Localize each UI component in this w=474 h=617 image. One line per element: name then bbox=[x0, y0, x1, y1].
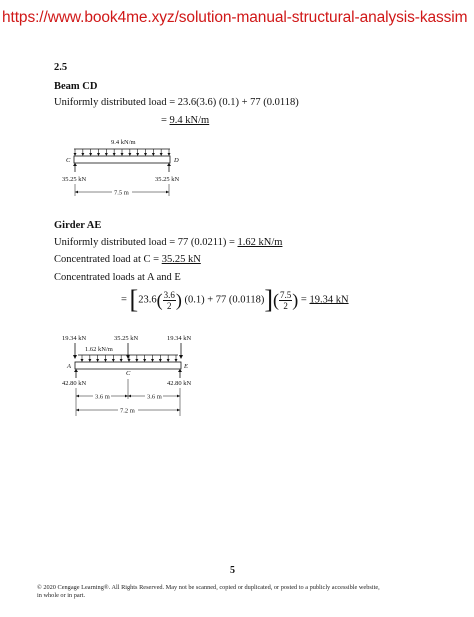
load-arrowhead bbox=[104, 359, 107, 362]
beam-cd-udl-line: Uniformly distributed load = 23.6(3.6) (0.1) + 77 (0.0118) bbox=[54, 97, 299, 108]
girder-member bbox=[75, 362, 181, 369]
girder-ae-conc-c-prefix: Concentrated load at C = bbox=[54, 254, 162, 265]
girder-ae-udl-prefix: Uniformly distributed load = 77 (0.0211) = bbox=[54, 237, 238, 248]
eq-frac1-den: 2 bbox=[166, 300, 172, 311]
girder-node-a: A bbox=[67, 363, 71, 370]
girder-load-mid: 35.25 kN bbox=[114, 335, 139, 342]
girder-reaction-left: 42.80 kN bbox=[62, 380, 87, 387]
eq-frac2-num: 7.5 bbox=[280, 289, 292, 300]
load-arrowhead bbox=[96, 359, 99, 362]
girder-span-right: 3.6 m bbox=[147, 393, 162, 401]
load-arrowhead bbox=[88, 359, 91, 362]
beam-cd-reaction-right: 35.25 kN bbox=[155, 176, 180, 183]
beam-cd-udl-result: 9.4 kN/m bbox=[169, 115, 210, 126]
eq-frac2-den: 2 bbox=[283, 300, 288, 311]
eq-part-b: (0.1) + 77 (0.0118) bbox=[184, 294, 265, 306]
beam-cd-span-label: 7.5 m bbox=[114, 189, 129, 197]
eq-bracket-open: [ bbox=[129, 285, 139, 314]
beam-cd-node-c: C bbox=[66, 157, 71, 164]
header-url[interactable]: https://www.book4me.xyz/solution-manual-structural-analysis-kassim bbox=[2, 9, 468, 26]
eq-bracket-close: ] bbox=[264, 285, 274, 314]
eq-result: 19.34 kN bbox=[309, 294, 349, 306]
eq-paren-open-2: ( bbox=[273, 290, 280, 310]
load-arrowhead bbox=[128, 359, 131, 362]
girder-ae-conc-c-result: 35.25 kN bbox=[161, 254, 201, 265]
eq-paren-close: ) bbox=[175, 290, 182, 310]
eq-paren-close-2: ) bbox=[292, 290, 299, 310]
eq-part-a: 23.6 bbox=[138, 294, 157, 306]
beam-cd-reaction-left: 35.25 kN bbox=[62, 176, 87, 183]
section-number: 2.5 bbox=[54, 62, 68, 73]
girder-node-c: C bbox=[126, 370, 131, 377]
beam-cd-node-d: D bbox=[174, 157, 179, 164]
girder-ae-conc-ae-line: Concentrated loads at A and E bbox=[54, 272, 181, 283]
eq-prefix: = bbox=[161, 115, 170, 126]
girder-node-e: E bbox=[184, 363, 188, 370]
girder-span-total: 7.2 m bbox=[120, 407, 135, 415]
load-arrowhead bbox=[112, 359, 115, 362]
load-arrowhead bbox=[151, 359, 154, 362]
girder-load-left: 19.34 kN bbox=[62, 335, 87, 342]
copyright-footer bbox=[37, 584, 447, 600]
load-arrowhead bbox=[81, 359, 84, 362]
girder-ae-title: Girder AE bbox=[54, 220, 102, 231]
girder-reaction-right: 42.80 kN bbox=[167, 380, 192, 387]
load-arrowhead bbox=[120, 359, 123, 362]
footer-line-1: © 2020 Cengage Learning®. All Rights Reserved. May not be scanned, copied or duplicated, or posted to a publicly accessible website, bbox=[37, 584, 380, 591]
load-arrowhead bbox=[143, 359, 146, 362]
load-arrowhead bbox=[167, 359, 170, 362]
girder-udl-arrows bbox=[81, 355, 178, 362]
eq-sign-2: = bbox=[300, 294, 307, 306]
girder-udl-label: 1.62 kN/m bbox=[85, 346, 113, 353]
girder-ae-udl-result: 1.62 kN/m bbox=[237, 237, 283, 248]
load-arrowhead bbox=[175, 359, 178, 362]
girder-span-left: 3.6 m bbox=[95, 393, 110, 401]
beam-cd-title: Beam CD bbox=[54, 81, 98, 92]
eq-frac1-num: 3.6 bbox=[163, 289, 175, 300]
beam-cd-load-label: 9.4 kN/m bbox=[111, 139, 136, 146]
girder-load-right: 19.34 kN bbox=[167, 335, 192, 342]
footer-line-2: in whole or in part. bbox=[37, 592, 86, 599]
page-number: 5 bbox=[230, 565, 235, 576]
eq-paren-open: ( bbox=[156, 290, 163, 310]
load-arrowhead bbox=[135, 359, 138, 362]
eq-sign: = bbox=[121, 294, 127, 306]
load-arrowhead bbox=[159, 359, 162, 362]
